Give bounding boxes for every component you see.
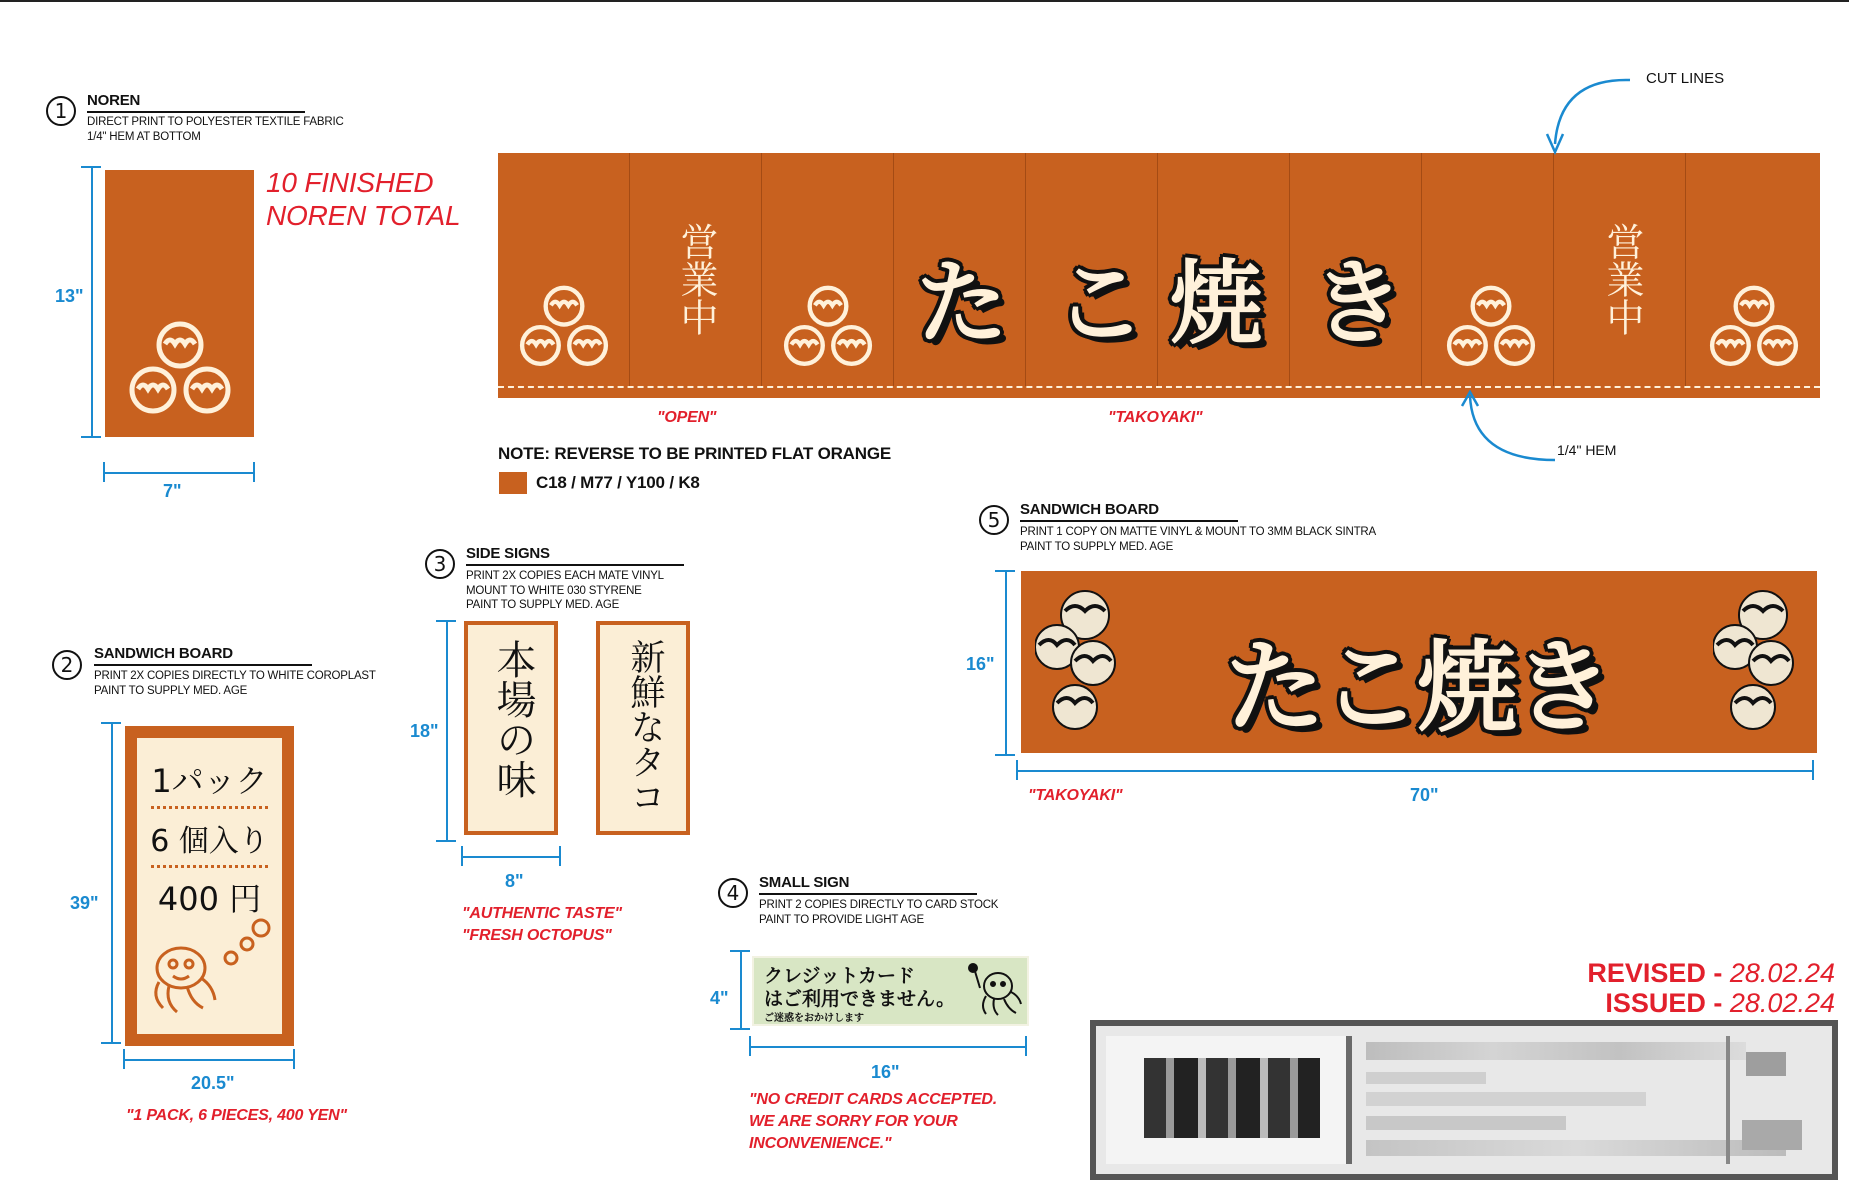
blurred-row [1366, 1116, 1566, 1130]
sandwich-small-title: SANDWICH BOARD [94, 645, 233, 662]
noren-note-line1: DIRECT PRINT TO POLYESTER TEXTILE FABRIC [87, 116, 344, 128]
sandwich-large-note-line1: PRINT 1 COPY ON MATTE VINYL & MOUNT TO 3MM BLACK SINTRA [1020, 526, 1377, 538]
noren-single-panel [105, 170, 254, 437]
sandwich-small-height-label: 39" [70, 893, 99, 913]
section-number-5: 5 [979, 505, 1009, 535]
sandwich-small-width-label: 20.5" [191, 1073, 235, 1093]
sandwich-large-width-label: 70" [1410, 785, 1439, 805]
sandwich-small-height-tick [101, 722, 121, 724]
side-signs-note [466, 569, 664, 613]
noren-width-tick-left [103, 462, 105, 482]
blurred-divider [1726, 1036, 1730, 1164]
sandwich-large-note-line2: PAINT TO SUPPLY MED. AGE [1020, 540, 1174, 553]
side-signs-caption [462, 903, 622, 947]
section-number-3: 3 [425, 549, 455, 579]
takoyaki-emblem-icon [780, 283, 876, 373]
small-sign-title: SMALL SIGN [759, 874, 850, 891]
panel-divider [1025, 153, 1026, 386]
sandwich-large-note [1020, 525, 1376, 554]
sandwich-large-height-tick [995, 754, 1015, 756]
side-signs-rule [466, 564, 684, 566]
small-sign-width-tick [1025, 1036, 1027, 1056]
issued-line [1605, 988, 1835, 1019]
small-sign-height-tick [730, 950, 750, 952]
noren-height-tick-bottom [81, 436, 101, 438]
sandwich-large-title: SANDWICH BOARD [1020, 501, 1159, 518]
noren-height-line [91, 166, 93, 438]
blurred-row [1366, 1042, 1746, 1060]
side-signs-height-tick [436, 840, 456, 842]
small-sign-caption [749, 1089, 997, 1155]
noren-hem-line [498, 386, 1820, 388]
side-signs-caption2: "FRESH OCTOPUS" [462, 927, 612, 944]
sandwich-large-height-line [1005, 570, 1007, 756]
side-signs-title: SIDE SIGNS [466, 545, 550, 562]
side-sign-fresh [596, 621, 690, 835]
small-sign-note-line2: PAINT TO PROVIDE LIGHT AGE [759, 913, 925, 926]
sandwich-small-rule [94, 664, 312, 666]
panel-divider [1685, 153, 1686, 386]
panel-divider [893, 153, 894, 386]
side-sign-authentic-text: 本場の味 [490, 639, 536, 799]
noren-open-text-right: 営業中 [1600, 222, 1644, 336]
sandwich-large-width-tick [1812, 760, 1814, 780]
sandwich-small-height-tick [101, 1042, 121, 1044]
small-sign-rule [759, 893, 977, 895]
sandwich-small-caption: "1 PACK, 6 PIECES, 400 YEN" [126, 1107, 347, 1124]
sandwich-small-note-line1: PRINT 2X COPIES DIRECTLY TO WHITE COROPLAST [94, 670, 376, 682]
sandwich-large-width-line [1016, 770, 1814, 772]
small-sign-width-label: 16" [871, 1062, 900, 1082]
hem-label: 1/4" HEM [1557, 442, 1617, 458]
sandwich-large-board [1021, 571, 1817, 753]
section-number-4: 4 [718, 878, 748, 908]
side-signs-height-label: 18" [410, 721, 439, 741]
small-sign-height-label: 4" [710, 988, 729, 1008]
panel-divider [629, 153, 630, 386]
noren-height-label: 13" [55, 286, 84, 306]
price-text: 400 円 [157, 880, 262, 918]
noren-char-ki: き [1312, 250, 1405, 357]
small-sign-height-tick [730, 1028, 750, 1030]
blurred-row [1366, 1092, 1646, 1106]
cut-lines-label: CUT LINES [1646, 70, 1725, 87]
small-sign-caption3: INCONVENIENCE." [749, 1135, 892, 1152]
side-signs-note-line2: MOUNT TO WHITE 030 STYRENE [466, 584, 642, 597]
panel-divider [1421, 153, 1422, 386]
noren-width-line [103, 472, 255, 474]
revised-line [1587, 958, 1835, 989]
color-spec: C18 / M77 / Y100 / K8 [536, 473, 700, 492]
side-signs-note-line1: PRINT 2X COPIES EACH MATE VINYL [466, 570, 664, 582]
noren-title-rule [87, 111, 305, 113]
revised-label: REVISED - [1587, 958, 1730, 988]
side-signs-width-label: 8" [505, 871, 524, 891]
side-signs-height-tick [436, 620, 456, 622]
title-block [1090, 1020, 1838, 1180]
pieces-text: 6 個入り [150, 824, 269, 859]
noren-caption-open: "OPEN" [657, 409, 717, 426]
sandwich-small-board [125, 726, 294, 1046]
revised-date: 28.02.24 [1729, 958, 1835, 988]
sandwich-large-width-tick [1016, 760, 1018, 780]
noren-title: NOREN [87, 92, 141, 109]
octopus-icon [964, 962, 1024, 1022]
noren-note [87, 115, 344, 144]
blurred-row [1366, 1072, 1486, 1084]
noren-char-ta: た [916, 250, 1009, 357]
small-sign-caption1: "NO CREDIT CARDS ACCEPTED. [749, 1091, 998, 1108]
panel-divider [1553, 153, 1554, 386]
noren-char-yaki: 焼 [1170, 250, 1263, 357]
noren-open-text-left: 営業中 [674, 222, 718, 336]
side-signs-width-tick [461, 846, 463, 866]
small-sign-note-line1: PRINT 2 COPIES DIRECTLY TO CARD STOCK [759, 899, 999, 911]
side-signs-caption1: "AUTHENTIC TASTE" [462, 905, 622, 922]
noren-caption-takoyaki: "TAKOYAKI" [1108, 409, 1203, 426]
sandwich-large-height-label: 16" [966, 654, 995, 674]
panel-divider [1157, 153, 1158, 386]
section-number-2: 2 [52, 650, 82, 680]
noren-finished-line1: 10 FINISHED [266, 167, 434, 198]
noren-width-tick-right [253, 462, 255, 482]
noren-note-line2: 1/4" HEM AT BOTTOM [87, 130, 201, 143]
blurred-box [1742, 1120, 1802, 1150]
sandwich-small-width-tick [123, 1049, 125, 1069]
noren-finished-total [266, 166, 460, 232]
dotted-rule [151, 806, 268, 809]
issued-label: ISSUED - [1605, 988, 1730, 1018]
takoyaki-emblem-icon [516, 283, 612, 373]
takoyaki-balls-right-icon [1713, 585, 1803, 735]
cut-lines-arrow-icon [1540, 72, 1660, 162]
small-sign-note [759, 898, 998, 927]
dotted-rule [151, 865, 268, 868]
small-sign-caption2: WE ARE SORRY FOR YOUR [749, 1113, 958, 1130]
small-sign-width-line [749, 1046, 1027, 1048]
reverse-note: NOTE: REVERSE TO BE PRINTED FLAT ORANGE [498, 444, 891, 463]
small-sign-height-line [740, 950, 742, 1030]
title-block-logo-cell [1106, 1036, 1352, 1164]
pack-text: 1パック [151, 762, 268, 800]
side-signs-note-line3: PAINT TO SUPPLY MED. AGE [466, 599, 620, 611]
section-number-1: 1 [46, 96, 76, 126]
sandwich-large-height-tick [995, 570, 1015, 572]
octopus-illustration-icon [143, 918, 273, 1028]
takoyaki-emblem-icon [1443, 283, 1539, 373]
sandwich-small-width-tick [293, 1049, 295, 1069]
sandwich-large-text: たこ焼き [1225, 629, 1609, 746]
small-sign-text2: はご利用できません。 [764, 988, 956, 1010]
noren-char-ko: こ [1054, 250, 1147, 357]
noren-height-tick-top [81, 166, 101, 168]
sandwich-small-note-line2: PAINT TO SUPPLY MED. AGE [94, 684, 248, 697]
blurred-box [1746, 1052, 1786, 1076]
side-sign-authentic [464, 621, 558, 835]
sandwich-small-inner [137, 738, 282, 1034]
sandwich-large-rule [1020, 520, 1238, 522]
top-border [0, 0, 1849, 2]
sandwich-small-width-line [123, 1059, 295, 1061]
color-swatch [499, 472, 527, 494]
small-sign-width-tick [749, 1036, 751, 1056]
side-sign-fresh-text: 新鮮なタコ [625, 639, 665, 814]
side-signs-width-line [461, 856, 561, 858]
small-sign-card [752, 956, 1029, 1026]
noren-width-label: 7" [163, 481, 182, 501]
takoyaki-emblem-icon [125, 320, 235, 420]
issued-date: 28.02.24 [1729, 988, 1835, 1018]
side-signs-height-line [446, 620, 448, 842]
panel-divider [1289, 153, 1290, 386]
title-block-info-cell [1366, 1036, 1806, 1164]
sandwich-small-height-line [111, 722, 113, 1044]
side-signs-width-tick [559, 846, 561, 866]
takoyaki-emblem-icon [1706, 283, 1802, 373]
hem-arrow-icon [1455, 390, 1565, 470]
small-sign-text3: ご迷惑をおかけします [764, 1013, 864, 1024]
blurred-row [1366, 1140, 1786, 1156]
sandwich-large-caption: "TAKOYAKI" [1028, 787, 1123, 804]
logo-blurred [1144, 1058, 1320, 1138]
noren-finished-line2: NOREN TOTAL [266, 200, 461, 231]
small-sign-text1: クレジットカード [764, 965, 915, 987]
takoyaki-balls-left-icon [1035, 585, 1125, 735]
panel-divider [761, 153, 762, 386]
sandwich-small-note [94, 669, 376, 698]
